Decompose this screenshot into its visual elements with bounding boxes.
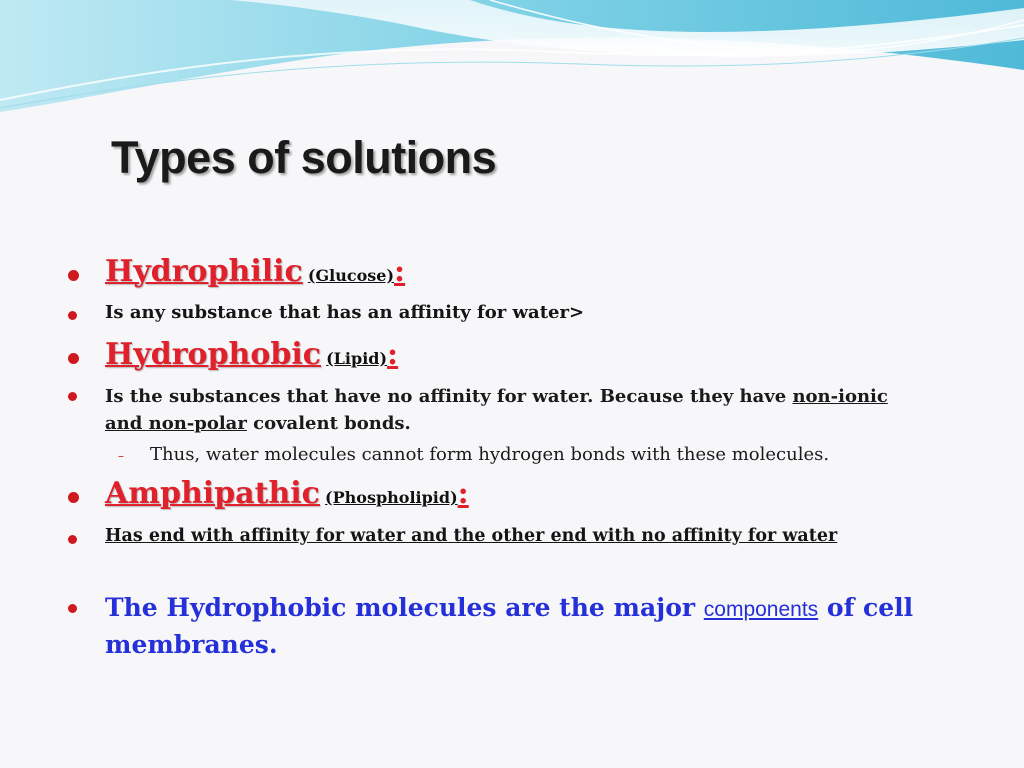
conclusion-part2: of cell [818,593,914,622]
bullet-dot-icon [68,604,77,613]
example-lipid: (Lipid) [326,349,388,368]
example-glucose: (Glucose) [307,266,395,285]
bullet-dot-icon [68,492,79,503]
bullet-dot-icon [68,270,79,281]
dash-bullet-icon: – [118,449,124,463]
term-hydrophilic: Hydrophilic [105,254,303,289]
term-colon: : [387,337,399,372]
hydrophobic-desc-nonpolar: and non-polar [105,413,247,434]
term-colon: : [457,476,469,511]
hydrophobic-sub-text: Thus, water molecules cannot form hydrogen bonds with these molecules. [150,444,830,465]
bullet-dot-icon [68,392,77,401]
example-phospholipid: (Phospholipid) [325,488,458,507]
components-link[interactable]: components [703,598,819,621]
conclusion-part3: membranes. [105,630,278,659]
term-hydrophobic: Hydrophobic [105,337,322,372]
bullet-dot-icon [68,535,77,544]
hydrophobic-desc-part1: Is the substances that have no affinity for water. Because they have [105,386,793,407]
header-wave-decoration [0,0,1024,130]
conclusion-part1: The Hydrophobic molecules are the major [105,593,704,622]
hydrophobic-desc-nonionic: non-ionic [792,386,888,407]
hydrophobic-desc-part4: covalent bonds. [246,413,411,434]
bullet-dot-icon [68,353,79,364]
term-amphipathic: Amphipathic [105,476,320,511]
term-colon: : [394,254,406,289]
amphipathic-description: Has end with affinity for water and the other end with no affinity for water [105,526,838,546]
slide-title: Types of solutions [111,132,497,183]
bullet-dot-icon [68,311,77,320]
hydrophilic-description: Is any substance that has an affinity for water> [105,302,585,323]
